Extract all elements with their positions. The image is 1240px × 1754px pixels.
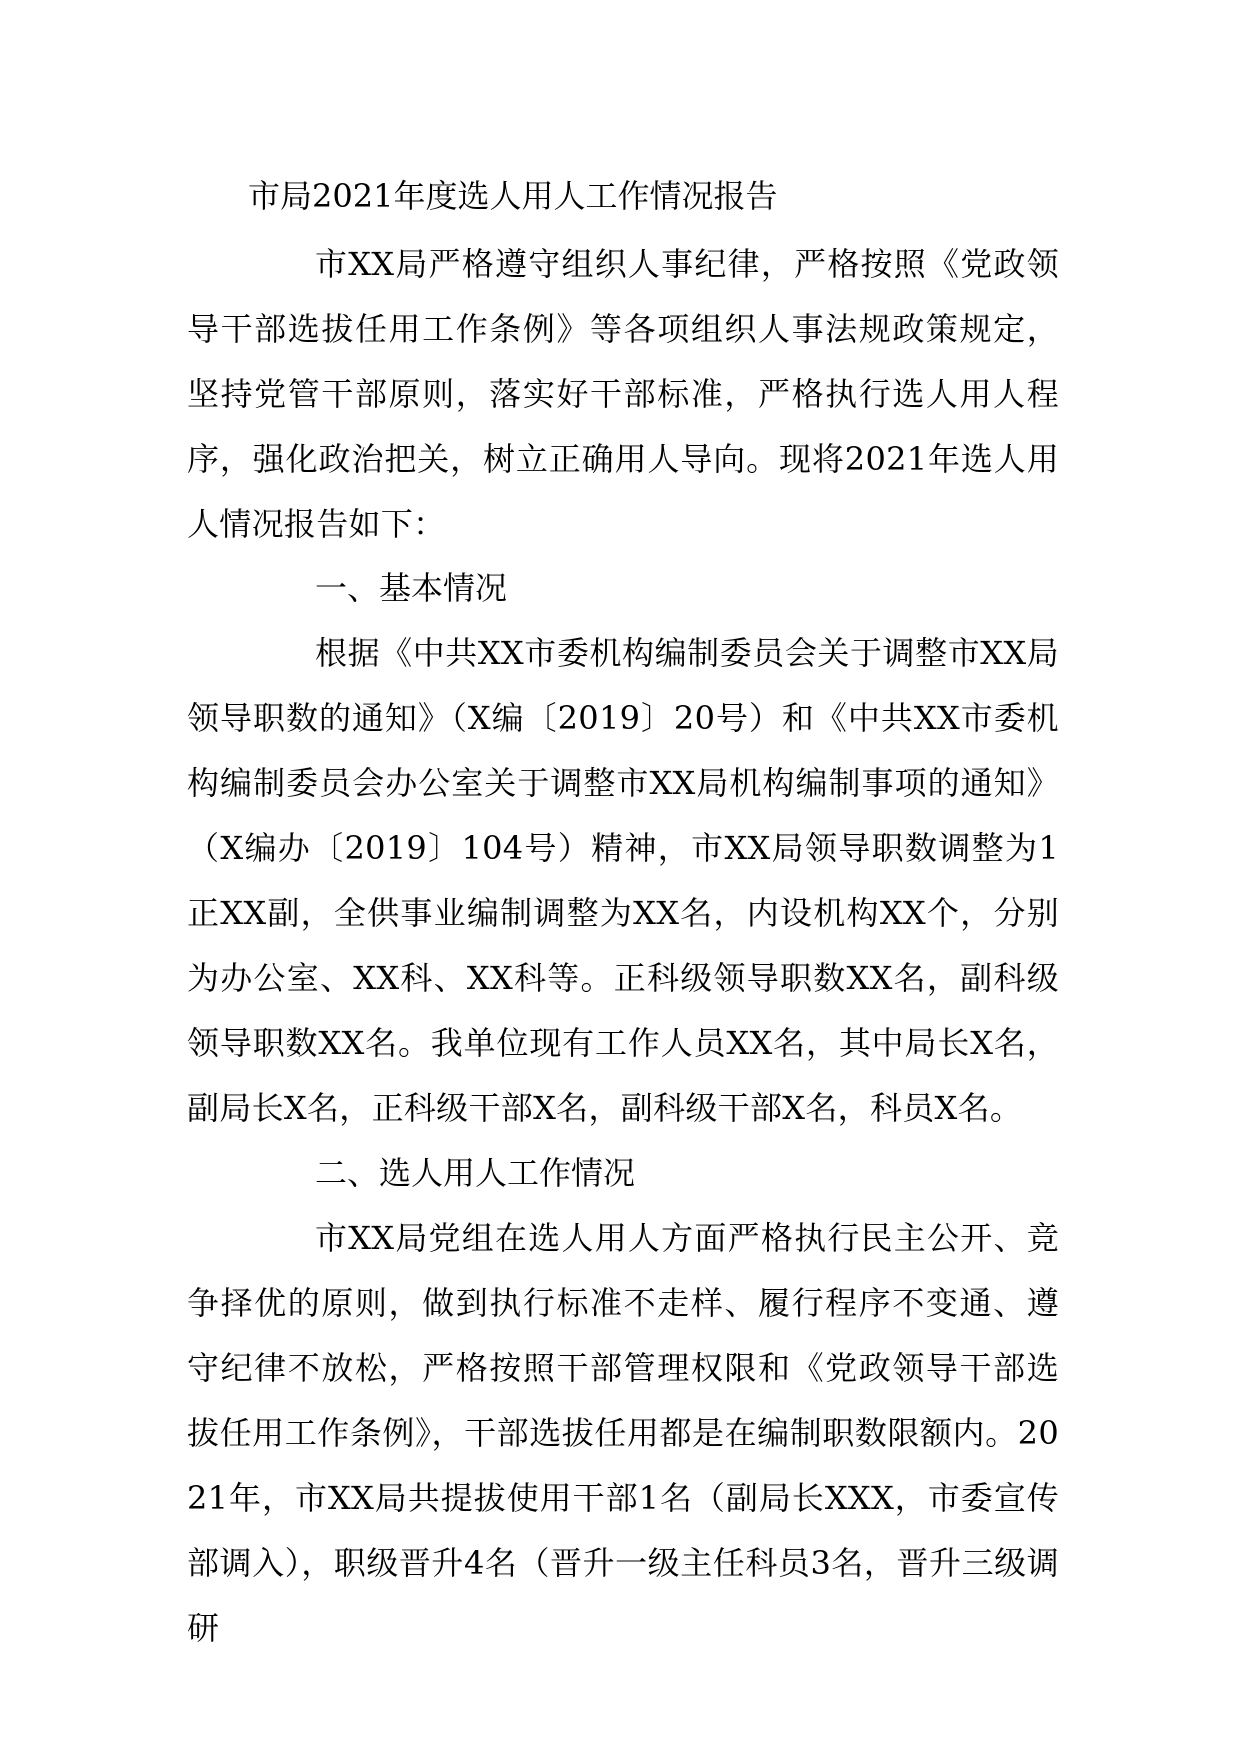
section-heading-selection-work: 二、选人用人工作情况 — [315, 1154, 636, 1192]
section-paragraph-basic-situation: 根据《中共XX市委机构编制委员会关于调整市XX局领导职数的通知》（X编〔2019〕20号）和《中共XX市委机构编制委员会办公室关于调整市XX局机构编制事项的通知》（X编办〔2019〕104号）精神，市XX局领导职数调整为1正XX副，全供事业编制调整为XX名，内设机构XX个，分别为办公室、XX科、XX科等。正科级领导职数XX名，副科级领导职数XX名。我单位现有工作人员XX名，其中局长X名，副局长X名，正科级干部X名，副科级干部X名，科员X名。 — [187, 634, 1059, 1127]
section-heading-basic-situation: 一、基本情况 — [315, 569, 508, 607]
intro-paragraph: 市XX局严格遵守组织人事纪律，严格按照《党政领导干部选拔任用工作条例》等各项组织人事法规政策规定，坚持党管干部原则，落实好干部标准，严格执行选人用人程序，强化政治把关，树立正确用人导向。现将2021年选人用人情况报告如下： — [187, 245, 1059, 543]
document-title: 市局2021年度选人用人工作情况报告 — [248, 177, 778, 215]
section-paragraph-selection-work: 市XX局党组在选人用人方面严格执行民主公开、竞争择优的原则，做到执行标准不走样、履行程序不变通、遵守纪律不放松，严格按照干部管理权限和《党政领导干部选拔任用工作条例》，干部选拔任用都是在编制职数限额内。2021年，市XX局共提拔使用干部1名（副局长XXX，市委宣传部调入），职级晋升4名（晋升一级主任科员3名，晋升三级调研 — [187, 1219, 1059, 1647]
